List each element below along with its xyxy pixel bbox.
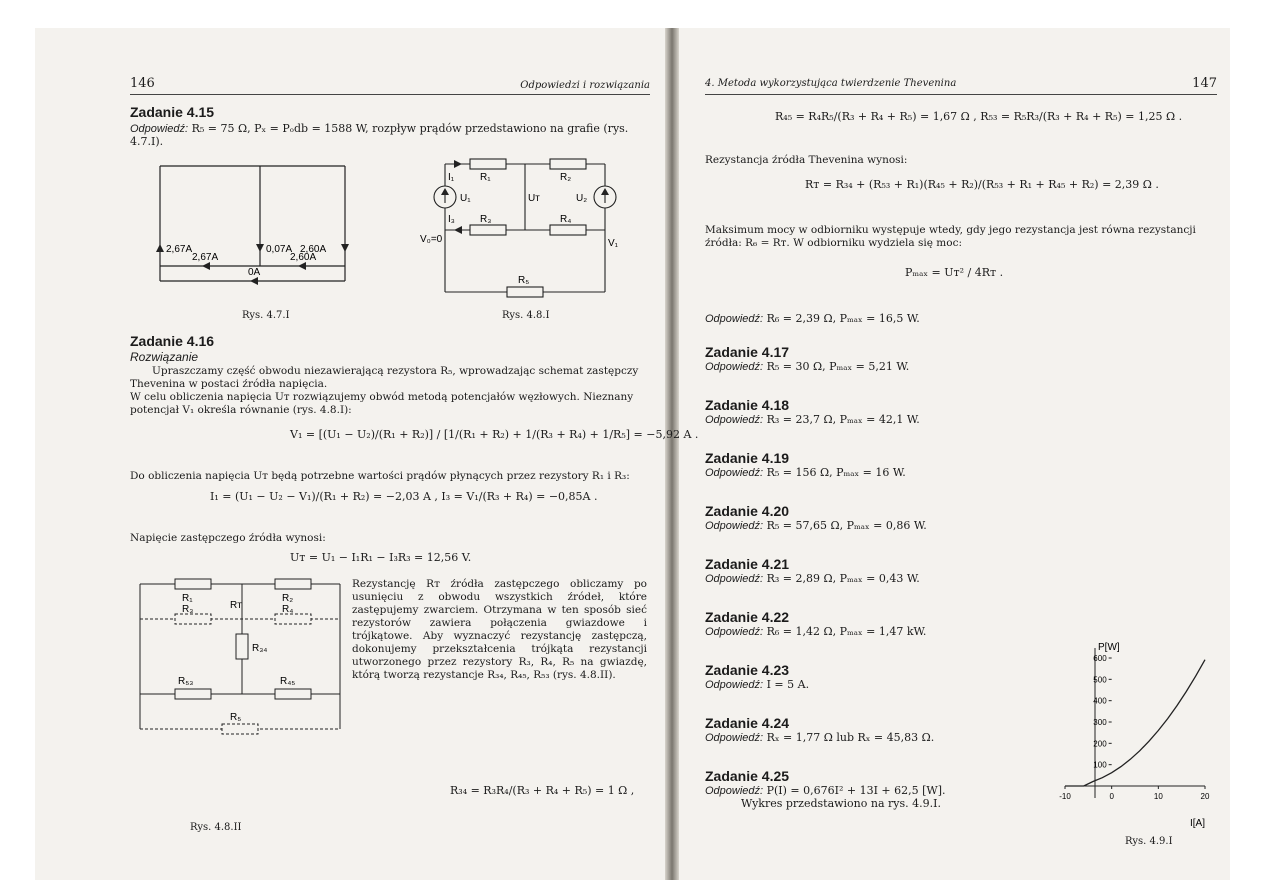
figure-circuit-481 xyxy=(420,152,625,302)
paragraph: Napięcie zastępczego źródła wynosi: xyxy=(130,532,326,544)
answer-text: I = 5 A. xyxy=(766,678,810,691)
task-title: Zadanie 4.18 xyxy=(705,397,790,413)
x-tick-label: 20 xyxy=(1200,792,1210,801)
paragraph: Rezystancję Rᴛ źródła zastępczego obliczamy po usunięciu z obwodu wszystkich źródeł, które zastępujemy zwarciem. Otrzymana w ten sposób sieć rezystorów zawiera połączenia gwiazdowe i trójkątowe. Aby wyznaczyć rezystancję zastępczą, dokonujemy przekształcenia trójkąta rezystancji utworzonego przez rezystory R₃, R₄, R₅ na gwiazdę, którą tworzą rezystancje R₃₄, R₄₅, R₅₃ (rys. 4.8.II). xyxy=(352,578,647,681)
circuit-label-r4: R₄ xyxy=(282,604,294,615)
paragraph: Do obliczenia napięcia Uᴛ będą potrzebne wartości prądów płynących przez rezystory R₁ i R₃: xyxy=(130,470,630,482)
answer-label: Odpowiedź: xyxy=(705,732,764,744)
task-answer xyxy=(705,360,1035,373)
circuit-label-r2: R₂ xyxy=(282,593,294,604)
series-line xyxy=(1065,660,1205,786)
task-title: Zadanie 4.16 xyxy=(130,333,215,349)
task-title: Zadanie 4.22 xyxy=(705,609,790,625)
equation: Pₘₐₓ = Uᴛ² / 4Rᴛ . xyxy=(905,266,1004,279)
task-block xyxy=(705,503,1035,556)
answer-text: Rₓ = 1,77 Ω lub Rₓ = 45,83 Ω. xyxy=(766,731,935,744)
answer-label: Odpowiedź: xyxy=(130,123,189,135)
circuit-label-r2: R₂ xyxy=(560,172,572,183)
answer-text: R₅ = 156 Ω, Pₘₐₓ = 16 W. xyxy=(766,466,906,479)
task-answer xyxy=(705,572,1035,585)
right-page-header xyxy=(705,76,1217,95)
right-page xyxy=(705,28,1217,880)
circuit-label-v1: V₁ xyxy=(608,238,619,249)
x-tick-label: -10 xyxy=(1059,792,1071,801)
task-list xyxy=(705,344,1035,810)
circuit-label-r5: R₅ xyxy=(230,712,242,723)
circuit-label-u2: U₂ xyxy=(576,193,588,204)
y-tick-label: 600 xyxy=(1093,654,1107,663)
circuit-label-r3: R₃ xyxy=(182,604,194,615)
paragraph: Wykres przedstawiono na rys. 4.9.I. xyxy=(741,797,941,810)
circuit-label-r53: R₅₃ xyxy=(178,676,194,687)
task-block xyxy=(705,662,1035,715)
circuit-label-r3: R₃ xyxy=(480,214,492,225)
y-tick-label: 100 xyxy=(1093,760,1107,770)
task-answer xyxy=(705,312,920,325)
answer-text: R₃ = 2,89 Ω, Pₘₐₓ = 0,43 W. xyxy=(766,572,920,585)
answer-label: Odpowiedź: xyxy=(705,785,764,797)
book-gutter xyxy=(665,28,679,880)
page-number: 146 xyxy=(130,76,155,91)
task-title: Zadanie 4.19 xyxy=(705,450,790,466)
answer-label: Odpowiedź: xyxy=(705,679,764,691)
task-block xyxy=(705,397,1035,450)
left-page-header xyxy=(130,76,650,95)
task-title: Zadanie 4.25 xyxy=(705,768,790,784)
circuit-label-i3: I₃ xyxy=(448,214,455,225)
graph-label-b: 0,07A xyxy=(266,244,293,255)
equation: V₁ = [(U₁ − U₂)/(R₁ + R₂)] / [1/(R₁ + R₂) + 1/(R₃ + R₄) + 1/R₅] = −5,92 A . xyxy=(290,428,699,441)
task-block xyxy=(705,556,1035,609)
task-answer xyxy=(705,625,1035,638)
y-tick-label: 400 xyxy=(1093,696,1107,706)
answer-text: P(I) = 0,676I² + 13I + 62,5 [W]. xyxy=(766,784,946,797)
task-block xyxy=(705,450,1035,503)
equation: R₃₄ = R₃R₄/(R₃ + R₄ + R₅) = 1 Ω , xyxy=(450,784,635,797)
running-header: Odpowiedzi i rozwiązania xyxy=(520,80,650,91)
answer-text: R₅ = 57,65 Ω, Pₘₐₓ = 0,86 W. xyxy=(766,519,927,532)
power-chart xyxy=(1040,638,1215,828)
circuit-label-r34: R₃₄ xyxy=(252,643,268,654)
y-tick-label: 200 xyxy=(1093,739,1107,749)
paragraph: Rezystancja źródła Thevenina wynosi: xyxy=(705,154,908,166)
figure-graph-471 xyxy=(150,156,360,294)
graph-label-e: 2,60A xyxy=(290,252,317,263)
task-block xyxy=(705,609,1035,662)
task-title: Zadanie 4.24 xyxy=(705,715,790,731)
graph-label-a: 2,67A xyxy=(166,244,193,255)
answer-label: Odpowiedź: xyxy=(705,414,764,426)
equation: I₁ = (U₁ − U₂ − V₁)/(R₁ + R₂) = −2,03 A , I₃ = V₁/(R₃ + R₄) = −0,85A . xyxy=(210,490,598,503)
task-title: Zadanie 4.20 xyxy=(705,503,790,519)
running-header: 4. Metoda wykorzystująca twierdzenie Thevenina xyxy=(705,78,957,89)
circuit-label-u1: U₁ xyxy=(460,193,471,204)
answer-label: Odpowiedź: xyxy=(705,361,764,373)
task-answer xyxy=(705,731,1035,744)
task-title: Zadanie 4.23 xyxy=(705,662,790,678)
task-answer xyxy=(705,413,1035,426)
x-tick-label: 0 xyxy=(1109,792,1114,801)
task-answer xyxy=(705,784,1035,797)
task-answer xyxy=(705,519,1035,532)
circuit-label-r1: R₁ xyxy=(182,593,193,604)
answer-text: R₆ = 2,39 Ω, Pₘₐₓ = 16,5 W. xyxy=(766,312,920,325)
circuit-label-v0: V₀=0 xyxy=(420,234,443,245)
task-answer xyxy=(705,466,1035,479)
figure-caption: Rys. 4.8.I xyxy=(502,310,550,321)
task-title: Zadanie 4.15 xyxy=(130,104,215,120)
task-block xyxy=(705,344,1035,397)
circuit-label-rt: Rᴛ xyxy=(230,600,242,611)
answer-label: Odpowiedź: xyxy=(705,626,764,638)
answer-text: R₅ = 30 Ω, Pₘₐₓ = 5,21 W. xyxy=(766,360,910,373)
y-tick-label: 500 xyxy=(1093,675,1107,685)
paragraph: W celu obliczenia napięcia Uᴛ rozwiązujemy obwód metodą potencjałów węzłowych. Nieznany potencjał V₁ określa równanie (rys. 4.8.I): xyxy=(130,391,634,416)
task-answer xyxy=(705,678,1035,691)
task-block xyxy=(705,715,1035,768)
figure-caption: Rys. 4.7.I xyxy=(242,310,290,321)
equation: R₄₅ = R₄R₅/(R₃ + R₄ + R₅) = 1,67 Ω , R₅₃ = R₅R₃/(R₃ + R₄ + R₅) = 1,25 Ω . xyxy=(775,110,1183,123)
left-page xyxy=(130,28,699,880)
figure-caption: Rys. 4.8.II xyxy=(190,822,242,833)
circuit-label-ut: Uᴛ xyxy=(528,193,540,204)
figure-circuit-482 xyxy=(130,574,355,749)
x-axis-label: I[A] xyxy=(1190,818,1206,828)
equation: Rᴛ = R₃₄ + (R₅₃ + R₁)(R₄₅ + R₂)/(R₅₃ + R₁ + R₄₅ + R₂) = 2,39 Ω . xyxy=(805,178,1159,191)
circuit-label-r4: R₄ xyxy=(560,214,572,225)
graph-label-d: 2,67A xyxy=(192,252,219,263)
task-answer xyxy=(130,122,645,148)
answer-label: Odpowiedź: xyxy=(705,467,764,479)
circuit-label-r5: R₅ xyxy=(518,275,530,286)
book-scan xyxy=(35,28,1230,880)
task-title: Zadanie 4.17 xyxy=(705,344,790,360)
y-axis-label: P[W] xyxy=(1098,642,1120,653)
circuit-label-r45: R₄₅ xyxy=(280,676,296,687)
answer-text: R₅ = 75 Ω, Pₓ = Pₒdb = 1588 W, rozpływ prądów przedstawiono na grafie (rys. 4.7.I). xyxy=(130,122,629,148)
graph-label-f: 0A xyxy=(248,267,261,278)
page-number: 147 xyxy=(1192,76,1217,91)
graph-label-c: 2,60A xyxy=(300,244,327,255)
paragraph: Maksimum mocy w odbiorniku występuje wtedy, gdy jego rezystancja jest równa rezystancji źródła: R₆ = Rᴛ. W odbiorniku wydziela się moc: xyxy=(705,224,1196,249)
solution-subtitle: Rozwiązanie xyxy=(130,350,199,364)
task-block xyxy=(705,768,1035,810)
answer-label: Odpowiedź: xyxy=(705,573,764,585)
answer-label: Odpowiedź: xyxy=(705,520,764,532)
circuit-label-r1: R₁ xyxy=(480,172,491,183)
circuit-label-i1: I₁ xyxy=(448,172,455,183)
equation: Uᴛ = U₁ − I₁R₁ − I₃R₃ = 12,56 V. xyxy=(290,551,472,564)
task-title: Zadanie 4.21 xyxy=(705,556,790,572)
x-tick-label: 10 xyxy=(1153,792,1163,801)
y-tick-label: 300 xyxy=(1093,718,1107,727)
answer-text: R₆ = 1,42 Ω, Pₘₐₓ = 1,47 kW. xyxy=(766,625,927,638)
answer-text: R₃ = 23,7 Ω, Pₘₐₓ = 42,1 W. xyxy=(766,413,920,426)
paragraph: Upraszczamy część obwodu niezawierającą rezystora R₅, wprowadzając schemat zastępczy Thevenina w postaci źródła napięcia. xyxy=(130,365,639,390)
answer-label: Odpowiedź: xyxy=(705,313,764,325)
figure-caption: Rys. 4.9.I xyxy=(1125,836,1173,847)
